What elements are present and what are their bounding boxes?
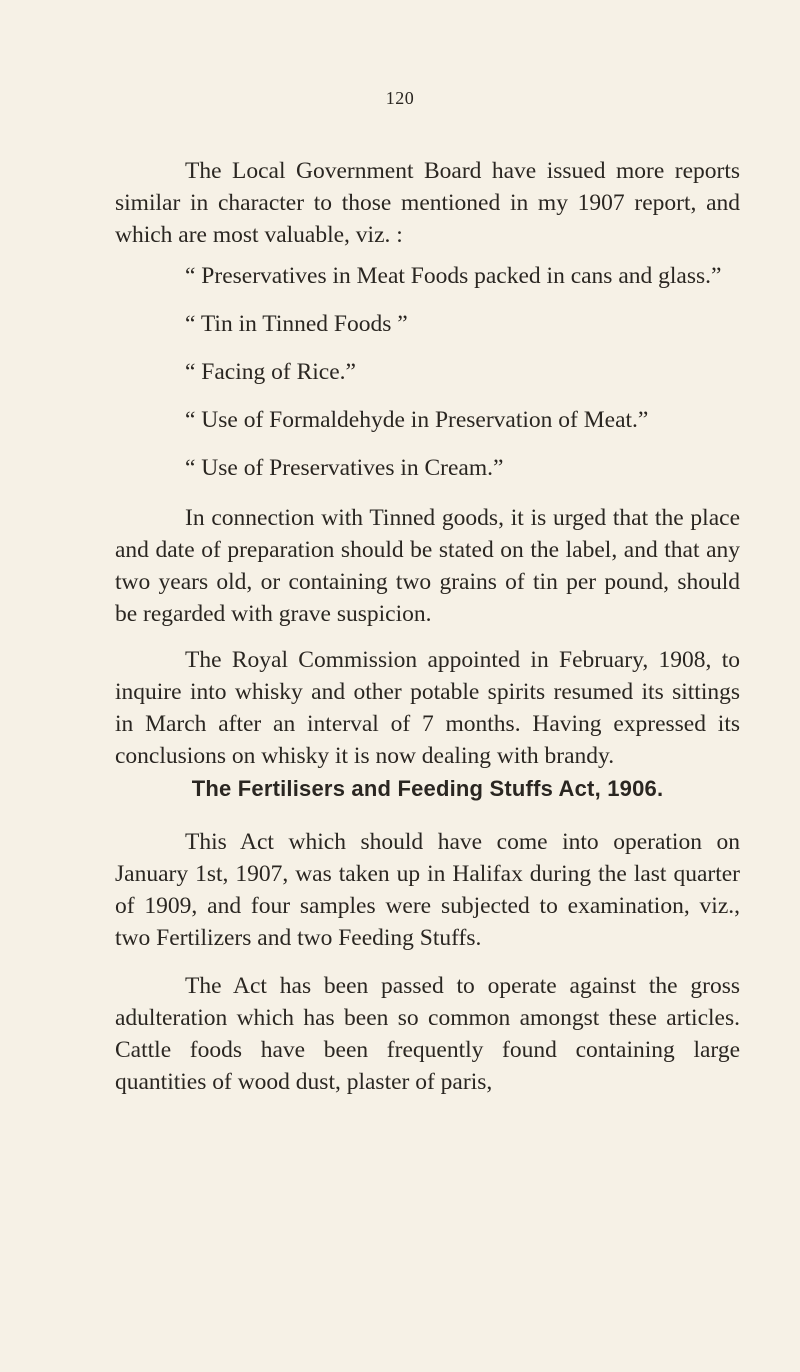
- report-titles-list: [115, 260, 740, 484]
- royal-commission-paragraph-block: [115, 644, 740, 772]
- intro-paragraph-block: [115, 155, 740, 251]
- adulteration-paragraph-block: [115, 970, 740, 1098]
- page-number: 120: [385, 88, 415, 108]
- tinned-goods-paragraph: In connection with Tinned goods, it is urged that the place and date of preparation should be stated on the label, and that any two years old, or containing two grains of tin per pound, should be regarded with grave suspicion.: [115, 505, 740, 627]
- tinned-goods-paragraph-block: [115, 502, 740, 630]
- report-title-item: “ Use of Formaldehyde in Preservation of Meat.”: [185, 407, 649, 433]
- act-paragraph: This Act which should have come into operation on January 1st, 1907, was taken up in Halifax during the last quarter of 1909, and four samples were subjected to examination, viz., two Fertilizers and two Feeding Stuffs.: [115, 829, 740, 951]
- section-heading: The Fertilisers and Feeding Stuffs Act, 1906.: [191, 776, 664, 801]
- royal-commission-paragraph: The Royal Commission appointed in February, 1908, to inquire into whisky and other potable spirits resumed its sittings in March after an interval of 7 months. Having expressed its conclusions on whisky it is now dealing with brandy.: [115, 647, 740, 769]
- act-paragraph-block: [115, 826, 740, 954]
- report-titles-list-block: [115, 260, 740, 500]
- intro-paragraph: The Local Government Board have issued more reports similar in character to those mentioned in my 1907 report, and which are most valuable, viz. :: [115, 158, 740, 248]
- adulteration-paragraph: The Act has been passed to operate against the gross adulteration which has been so common amongst these articles. Cattle foods have been frequently found containing large quantities of wood dust, plaster of paris,: [115, 973, 740, 1095]
- report-title-item: “ Facing of Rice.”: [185, 359, 356, 385]
- report-title-item: “ Preservatives in Meat Foods packed in cans and glass.”: [185, 263, 722, 289]
- report-title-item: “ Use of Preservatives in Cream.”: [185, 455, 504, 481]
- report-title-item: “ Tin in Tinned Foods ”: [185, 311, 408, 337]
